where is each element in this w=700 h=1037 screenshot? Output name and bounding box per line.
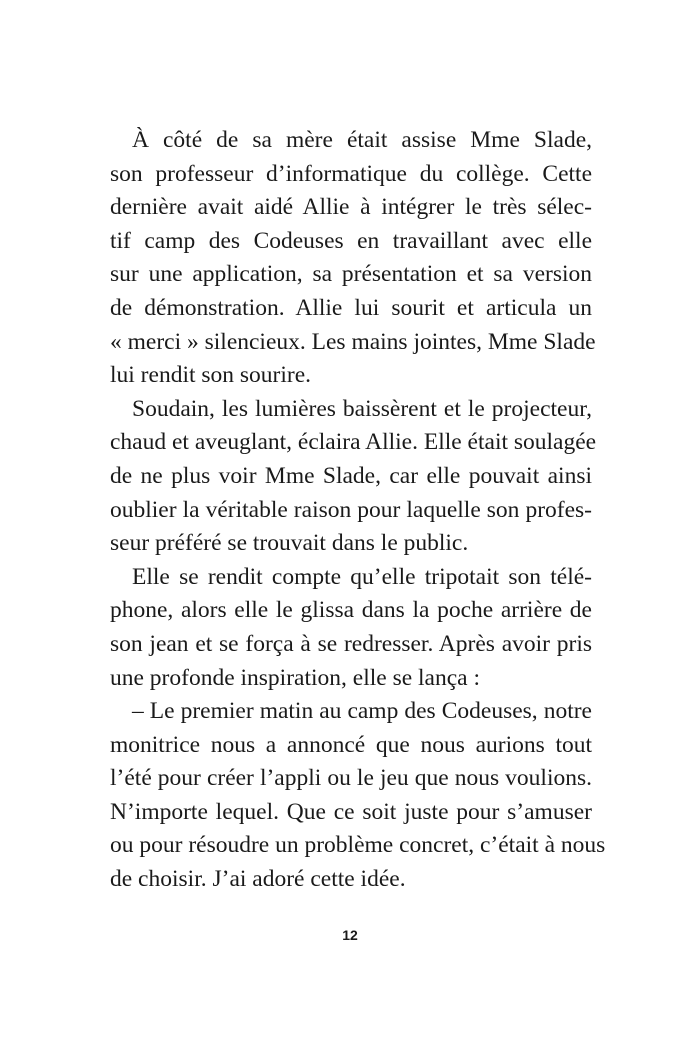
page-body	[110, 124, 606, 897]
text-line: « merci » silencieux. Les mains jointes, Mme Slade	[110, 328, 596, 355]
text-line: de ne plus voir Mme Slade, car elle pouvait ainsi	[110, 462, 592, 489]
text-line: l’été pour créer l’appli ou le jeu que nous voulions.	[110, 765, 592, 792]
text-line: de choisir. J’ai adoré cette idée.	[110, 866, 406, 893]
text-line: – Le premier matin au camp des Codeuses, notre	[132, 698, 592, 725]
text-line: À côté de sa mère était assise Mme Slade,	[132, 127, 592, 153]
text-line: N’importe lequel. Que ce soit juste pour s’amuser	[110, 798, 592, 825]
text-line: ou pour résoudre un problème concret, c’était à nous	[110, 832, 606, 859]
text-line: tif camp des Codeuses en travaillant avec elle	[110, 227, 592, 254]
text-line: son jean et se força à se redresser. Après avoir pris	[110, 630, 592, 657]
text-line: seur préféré se trouvait dans le public.	[110, 530, 469, 557]
text-line: Elle se rendit compte qu’elle tripotait son télé-	[132, 563, 592, 590]
text-line: oublier la véritable raison pour laquelle son profes-	[110, 496, 592, 523]
text-line: son professeur d’informatique du collège. Cette	[110, 160, 592, 187]
text-line: dernière avait aidé Allie à intégrer le très sélec-	[110, 194, 592, 221]
text-line: Soudain, les lumières baissèrent et le projecteur,	[132, 395, 592, 422]
text-line: sur une application, sa présentation et sa version	[110, 261, 592, 288]
text-line: de démonstration. Allie lui sourit et articula un	[110, 294, 592, 321]
text-line: lui rendit son sourire.	[110, 362, 312, 389]
text-line: phone, alors elle le glissa dans la poche arrière de	[110, 597, 592, 624]
text-line: monitrice nous a annoncé que nous aurions tout	[110, 731, 592, 758]
text-line: chaud et aveuglant, éclaira Allie. Elle était soulagée	[110, 429, 597, 456]
text-line: une profonde inspiration, elle se lança :	[110, 664, 480, 691]
page-number: 12	[342, 927, 358, 943]
